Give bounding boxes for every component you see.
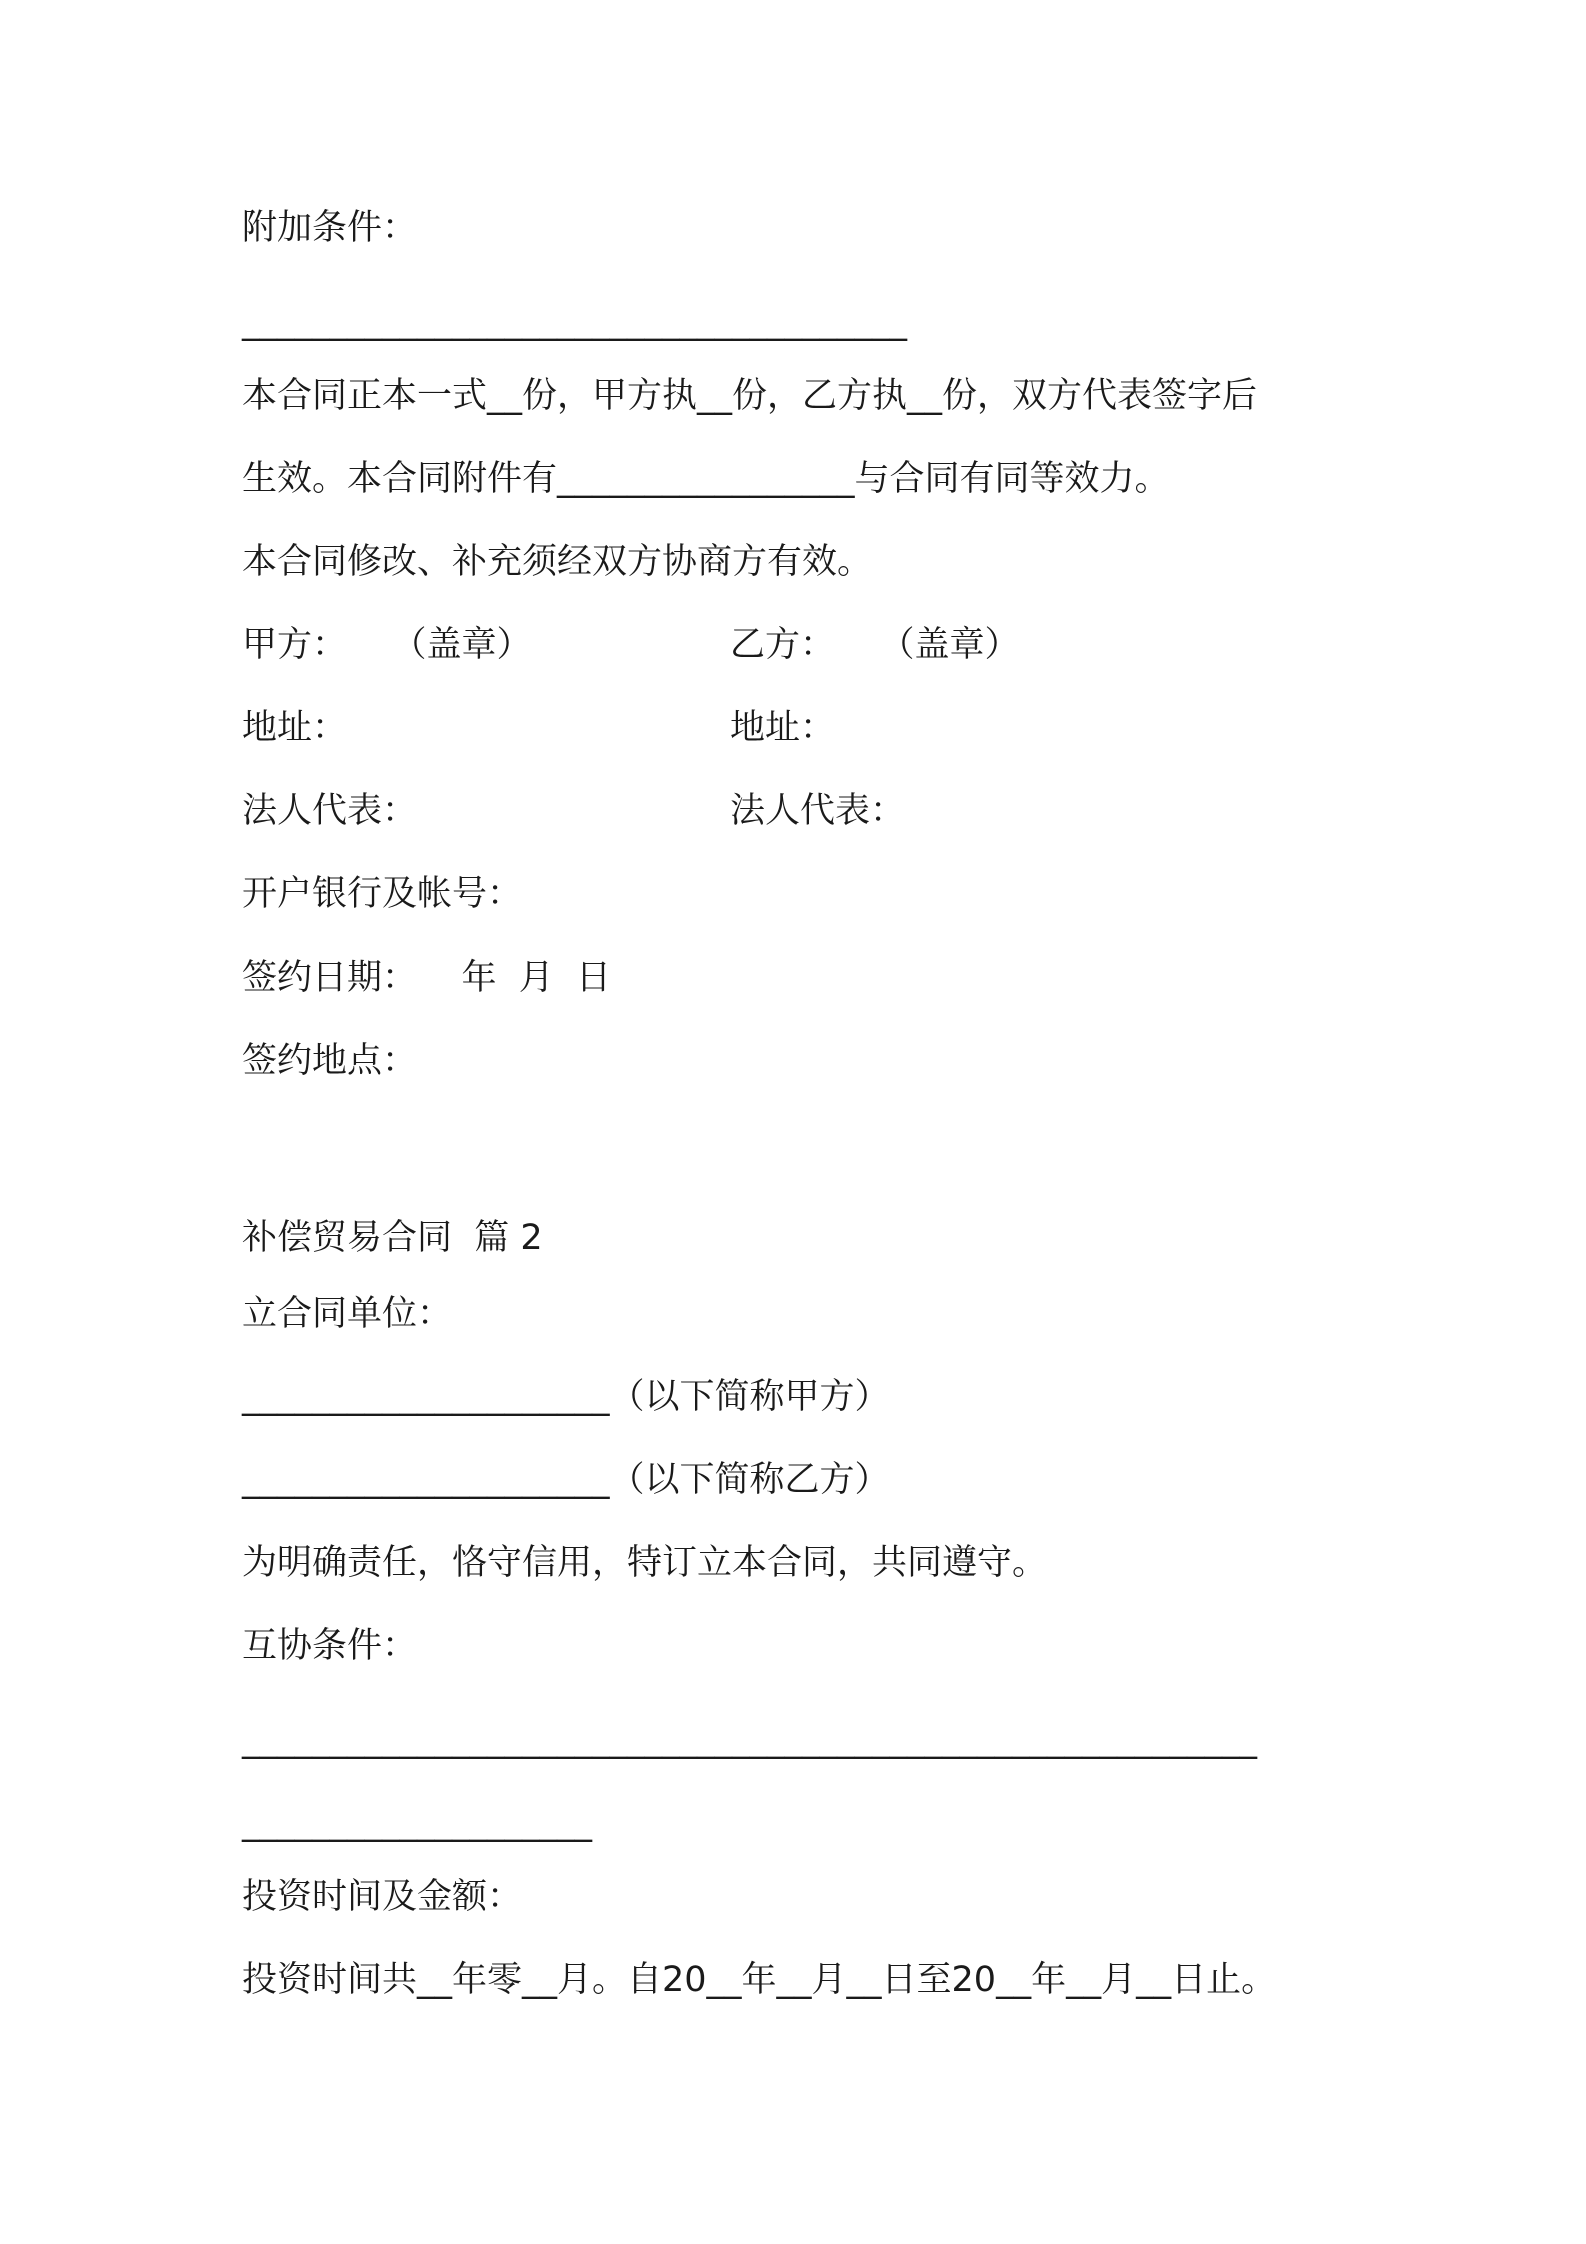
address-a-label: 地址：: [242, 708, 348, 748]
legal-rep-b-label: 法人代表：: [730, 791, 906, 831]
sign-date-label: 签约日期： 年 月 日: [242, 958, 612, 998]
party-b-label: 乙方： （盖章）: [730, 625, 1020, 665]
party-a-blank: _____________________（以下简称甲方）: [242, 1377, 890, 1417]
contract-units-label: 立合同单位：: [242, 1294, 453, 1334]
party-a-label: 甲方： （盖章）: [242, 625, 532, 665]
amend-note: 本合同修改、补充须经双方协商方有效。: [242, 542, 873, 582]
mutual-terms-blank-2: ____________________: [242, 1803, 592, 1843]
investment-period: 投资时间共__年零__月。自20__年__月__日至20__年__月__日止。: [242, 1960, 1277, 2000]
copies-line-1: 本合同正本一式__份，甲方执__份，乙方执__份，双方代表签字后: [242, 376, 1258, 416]
bank-account-label: 开户银行及帐号：: [242, 874, 523, 914]
legal-rep-a-label: 法人代表：: [242, 791, 418, 831]
attach-blank: ______________________________________: [242, 302, 907, 342]
sign-place-label: 签约地点：: [242, 1041, 418, 1081]
mutual-terms-label: 互协条件：: [242, 1626, 418, 1666]
party-b-blank: _____________________（以下简称乙方）: [242, 1460, 890, 1500]
copies-line-2: 生效。本合同附件有_________________与合同有同等效力。: [242, 459, 1170, 499]
purpose-statement: 为明确责任，恪守信用，特订立本合同，共同遵守。: [242, 1543, 1048, 1583]
investment-label: 投资时间及金额：: [242, 1877, 523, 1917]
section-title: 补偿贸易合同 篇 2: [242, 1218, 543, 1258]
attach-label: 附加条件：: [242, 208, 418, 248]
mutual-terms-blank-1: __________________________________________________________: [242, 1720, 1257, 1760]
address-b-label: 地址：: [730, 708, 836, 748]
